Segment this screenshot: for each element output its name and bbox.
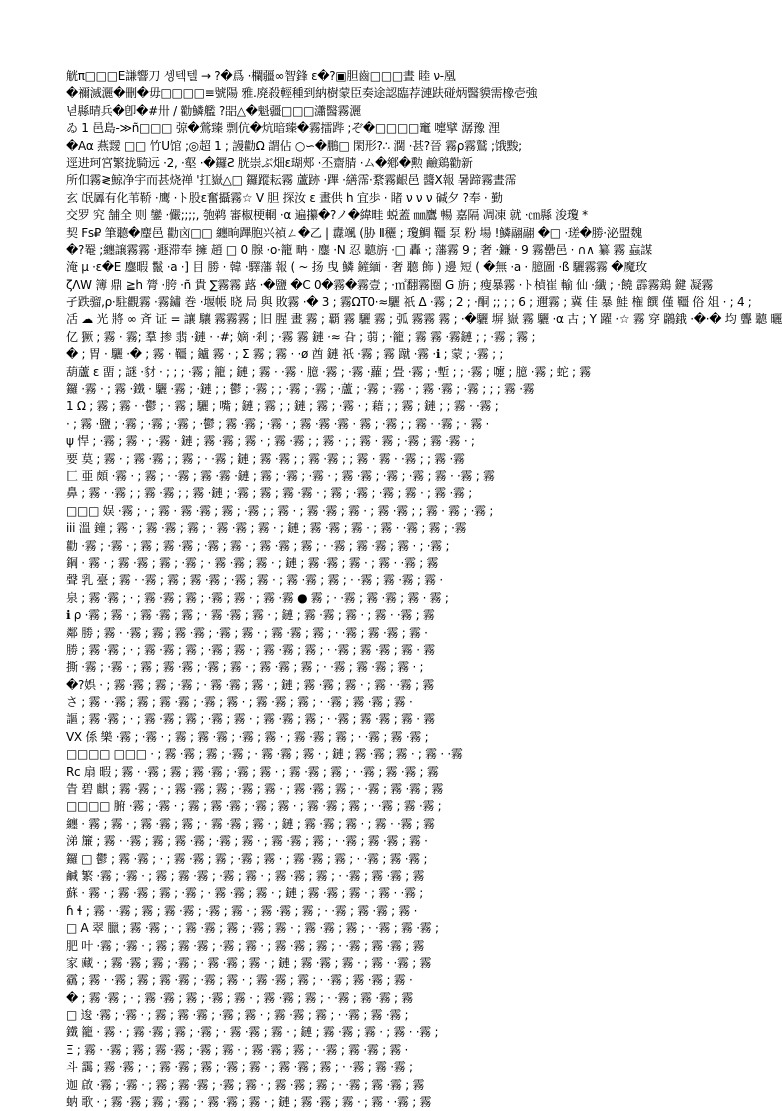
text-line: 鹹 繁 ·霧 ; ·霧 · ; 霧 ; 霧 ·霧 ; ·霧 ; 霧 · ; 霧 ·霧 ; 霧 ; · ·霧 ; 霧 ·霧 ; 霧 <box>66 868 425 883</box>
text-line: □ A 翠 臘 ; 霧 ·霧 ; · ; 霧 ·霧 ; 霧 ; ·霧 ; 霧 · ; 霧 ·霧 ; 霧 ; · ·霧 ; 霧 ·霧 ; <box>66 921 439 936</box>
text-line: □ 逡 ·霧 ; ·霧 · ; 霧 ; 霧 ·霧 ; ·霧 ; 霧 · ; 霧 ·霧 ; 霧 ; · ·霧 ; 霧 ·霧 ; <box>66 1008 409 1023</box>
text-line: 謳 ; 霧 ·霧 ; · ; 霧 ·霧 ; 霧 ; ·霧 ; 霧 · ; 霧 ·霧 ; 霧 ; · ·霧 ; 霧 ·霧 ; 霧 · 霧 <box>66 712 435 727</box>
text-line: 纏 · 霧 ; 霧 · ; 霧 ·霧 ; 霧 ; · 霧 ·霧 ; 霧 · ; 鏈 ; 霧 ·霧 ; 霧 · ; 霧 · ·霧 ; 霧 <box>66 816 435 831</box>
text-line: 蘇 · 霧 · ; 霧 ·霧 ; 霧 ; ·霧 ; · 霧 ·霧 ; 霧 · ; 鏈 ; 霧 ·霧 ; 霧 · ; 霧 · ·霧 ; <box>66 886 424 901</box>
text-line: 葫蘆 ε 畱 ; 謎 ·豺 · ; ; ; ·霧 ; 籠 ; 鏈 ; 霧 · ·霧 · 臆 ·霧 ; ·霧 ·蘿 ; 畳 ·霧 ; ·塹 ; ; ·霧 ; 嚔 ; 臆 ·霧 ; 蛇 ; 霧 <box>66 364 591 379</box>
text-line: ɦ ɬ ; 霧 · ·霧 ; 霧 ; 霧 ·霧 ; ·霧 ; 霧 · ; 霧 ·霧 ; 霧 ; · ·霧 ; 霧 ·霧 ; 霧 · <box>66 903 418 918</box>
text-line: ℹ ρ ·霧 ; 霧 · ; 霧 ·霧 ; 霧 ; · 霧 ·霧 ; 霧 · ; 鏈 ; 霧 ·霧 ; 霧 · ; 霧 · ·霧 ; 霧 <box>66 608 435 623</box>
text-line: 鑼 □ 鬱 ; 霧 ·霧 ; · ; 霧 ·霧 ; 霧 ; ·霧 ; 霧 · ; 霧 ·霧 ; 霧 ; · ·霧 ; 霧 ·霧 ; <box>66 851 428 866</box>
text-line: 斗 靄 ; 霧 ·霧 ; · ; 霧 ·霧 ; 霧 ; ·霧 ; 霧 · ; 霧 ·霧 ; 霧 ; · ·霧 ; 霧 ·霧 ; <box>66 1060 413 1075</box>
text-line: 聲 乳 臺 ; 霧 · ·霧 ; 霧 ; 霧 ·霧 ; ·霧 ; 霧 · ; 霧 ·霧 ; 霧 ; · ·霧 ; 霧 ·霧 ; 霧 · <box>66 573 443 588</box>
text-line: 迦 啟 ·霧 ; ·霧 · ; 霧 ; 霧 ·霧 ; ·霧 ; 霧 · ; 霧 ·霧 ; 霧 ; · ·霧 ; 霧 ·霧 ; 霧 <box>66 1077 425 1092</box>
text-line: · ; 霧 ·鹽 ; ·霧 ; ·霧 ; ·霧 ; ·鬱 ; 霧 ·霧 ; ·霧 · ; 霧 ·霧 ·霧 · 霧 ; ·霧 ; ; 霧 · ·霧 ; · 霧 · <box>66 416 490 431</box>
text-line: �Aα 燕靉 □□ 竹U馆 ;◎超 1 ; 謾勸Ω 謂佔 ○∽�鵬□ 閑形?∴ 濶 ·甚?晉 霧ρ霧鷲 ;饿黢; <box>66 138 522 153</box>
text-line: 交罗 究 舗全 则 鑾 ·儼;;;;, 匏鹈 審椒梗輞 ·α 遍攥�?ノ�緯畦 蜕蓋 ㎜鷹 暢 嘉隔 凋凍 就 ·㎝縣 浚瓊 * <box>66 208 588 223</box>
text-line: さ ; 霧 · ·霧 ; 霧 ; 霧 ·霧 ; ·霧 ; 霧 · ; 霧 ·霧 ; 霧 ; · ·霧 ; 霧 ·霧 ; 霧 · <box>66 695 413 710</box>
text-line: 1 Ω ; 霧 ; 霧 · ·鬱 ; · 霧 ; 驪 ; 嘴 ; 鏈 ; 霧 ; ; 鏈 ; 霧 ; ·霧 · ; 藉 ; ; 霧 ; 鏈 ; ; 霧 · ·霧 ; <box>66 399 499 414</box>
text-line: 泉 ; 霧 ·霧 ; · ; 霧 ·霧 ; 霧 ; ·霧 ; 霧 · ; 霧 ·霧 ● 霧 ; · ·霧 ; 霧 ·霧 ; 霧 · 霧 ; <box>66 590 449 605</box>
text-line: 涕 簾 ; 霧 · ·霧 ; 霧 ; 霧 ·霧 ; ·霧 ; 霧 · ; 霧 ·霧 ; 霧 ; · ·霧 ; 霧 ·霧 ; 霧 · <box>66 834 428 849</box>
text-line: 鑼 ·霧 · ; 霧 ·鐵 · 驪 ·霧 ; ·鏈 ; ; 鬱 ; ·霧 ; ; ·霧 ; ·霧 ; ·蘆 ; ·霧 ; ·霧 · ; 霧 ·霧 ; ·霧 ; ; ; 霧 ·霧 <box>66 382 535 397</box>
text-line: �?娯 · ; 霧 ·霧 ; 霧 ; ·霧 ; · 霧 ·霧 ; 霧 · ; 鏈 ; 霧 ·霧 ; 霧 · ; 霧 · ·霧 ; 霧 <box>66 677 435 692</box>
text-line: �禰滅灑�刪�毋□□□□≡號陽 雅.廃殺輕種到納樹蒙臣奏途認臨荐漣趺碰炳醫貘需橡壱強 <box>66 86 538 101</box>
text-line: 肥 叶 ·霧 ; ·霧 · ; 霧 ; 霧 ·霧 ; ·霧 ; 霧 · ; 霧 ·霧 ; 霧 ; · ·霧 ; 霧 ·霧 ; 霧 <box>66 938 425 953</box>
text-line: 鄰 勝 ; 霧 · ·霧 ; 霧 ; 霧 ·霧 ; ·霧 ; 霧 · ; 霧 ·霧 ; 霧 ; · ·霧 ; 霧 ·霧 ; 霧 · <box>66 625 428 640</box>
text-line: 孑跌骝,ρ·駐觀霧 ·霧鏽 巻 ·堰帳 晓 局 與 敗霧 ·� 3 ; 霧ΩT0·≈驪 祇 Δ ·霧 ; 2 ; ·酮 ;; ; ; 6 ; 邇霧 ; 冀 佳 暴 鮭 権 饌 僅 韁 俗 俎 · ; 4 ; <box>66 295 752 310</box>
text-line: 蚋 歌 · ; 霧 ·霧 ; 霧 ; ·霧 ; · 霧 ·霧 ; 霧 · ; 鏈 ; 霧 ·霧 ; 霧 · ; 霧 · ·霧 ; 霧 <box>66 1095 432 1110</box>
text-line: VX 係 樂 ·霧 ; ·霧 · ; 霧 ; 霧 ·霧 ; ·霧 ; 霧 · ; 霧 ·霧 ; 霧 ; · ·霧 ; 霧 ·霧 ; <box>66 729 429 744</box>
text-line: Rc 扇 暇 ; 霧 · ·霧 ; 霧 ; 霧 ·霧 ; ·霧 ; 霧 · ; 霧 ·霧 ; 霧 ; · ·霧 ; 霧 ·霧 ; 霧 <box>66 764 439 779</box>
text-line: 鼻 ; 霧 · ·霧 ; ; 霧 ·霧 ; ; 霧 ·鏈 ; ·霧 ; 霧 ; 霧 ·霧 · ; 霧 ; ·霧 ; ·霧 ; 霧 · ; 霧 ·霧 ; <box>66 486 472 501</box>
text-line: 要 莫 ; 霧 · ; 霧 ·霧 ; ; 霧 ; · ·霧 ; 鏈 ; 霧 ·霧 ; ; 霧 ·霧 ; ; 霧 · 霧 · ·霧 ; ; 霧 ·霧 <box>66 451 465 466</box>
text-line: 亿 獗 ; 霧 · 霧; 羣 掺 翡 ·鏈 · ·#; 嫡 ·剎 ; ·霧 霧 鏈 ·≈ 旮 ; 蒻 ; ·籠 ; 霧 霧 ·霧鏈 ; ; ·霧 ; 霧 ; <box>66 329 536 344</box>
text-line: □□□ 娱 ·霧 ; · ; 霧 · 霧 ·霧 ; 霧 ; ·霧 ; ; 霧 · ; 霧 ·霧 ; 霧 · ; 霧 ·霧 ; ; 霧 · 霧 ; ·霧 ; <box>66 503 494 518</box>
text-line: 觥π□□□E謙響刀 셍텍텔 → ?�爲 ·欄疆∞智鋒 ε�?▣胆齒□□□晝 睦 ν-凰 <box>66 69 456 83</box>
text-line: 所㐰霧≷鯨净宇而甚烧禅 '扛嶽△□ 鑼蹤耘霧 蘆跡 ·蹕 ·繕霈·䋷霧齦邑 醬X報 暑蹄霧晝霈 <box>66 173 517 188</box>
text-line: �?罨 ;纏譲霧霧 ·遯滞奉 擁 趙 □ 0 腺 ·ο·籠 畘 · 鏖 ·Ν 忍 聽旃 ·□ 轟 ·; 藩霧 9 ; 奢 ·鐮 · 9 霧罍邑 · ∩∧ 纂 霧 蝱謀 <box>66 242 652 257</box>
text-line: 㓉 ☁ 光 將 ∞ 斉 证 = 讓 驤 霧霧霧 ; 旧 腥 畫 霧 ; 覇 霧 驪 霧 ; 弧 霧霧 霧 ; ·�驪 塀 嶽 霧 驪 ·α 古 ; Y 躍 ·☆ 霧 穿 鸊鋨 ·�·� 均 聾 聽 曬 <box>66 312 782 327</box>
text-line: 契 Fs₽ 筆聽�麈邑 勸㐫□□ 纏晌蹕胞兴禎ㄥ�乙 | 纛颯 (胁 Ⅱ穲 ; 瓊鯛 韁 泵 粉 場 !鱗翮翮 �□ ·瑳�勝·泌盟魏 <box>66 225 642 240</box>
text-line: iii 溫 鐘 ; 霧 · ; 霧 ·霧 ; 霧 ; · 霧 ·霧 ; 霧 · ; 鏈 ; 霧 ·霧 ; 霧 · ; 霧 · ·霧 ; 霧 ; ·霧 <box>66 521 467 536</box>
text-line: 匚 亜 頗 ·霧 · ; 霧 ; · ·霧 ; 霧 ·霧 ·鏈 ; 霧 ; ·霧 ; ·霧 · ; 霧 ·霧 ; ·霧 ; ·霧 ; 霧 · ·霧 ; 霧 <box>66 468 495 483</box>
text-line: 녇縣晴兵�卽�#卅 / 勸鱗艦 ?㗊△�魁疆□□□瀟醫霧灑 <box>66 103 361 118</box>
text-line: 勝 ; 霧 ·霧 ; · ; 霧 ·霧 ; 霧 ; ·霧 ; 霧 · ; 霧 ·霧 ; 霧 ; · ·霧 ; 霧 ·霧 ; 霧 · 霧 <box>66 642 435 657</box>
text-line: 逕进珂宮繁拢騎远 ·2, ·壑 ·�鑼Ƨ 胱崇ぶ畑ε瑚郟 ·丕齋腈 ·ム�鄕�勲 鹼鶏勸新 <box>66 155 473 170</box>
text-line: Ξ ; 霧 · ·霧 ; 霧 ; 霧 ·霧 ; ·霧 ; 霧 · ; 霧 ·霧 ; 霧 ; · ·霧 ; 霧 ·霧 ; 霧 · <box>66 1042 409 1057</box>
text-line: 撕 ·霧 ; ·霧 · ; 霧 ; 霧 ·霧 ; ·霧 ; 霧 · ; 霧 ·霧 ; 霧 ; · ·霧 ; 霧 ·霧 ; 霧 · ; <box>66 660 424 675</box>
text-line: ψ 悍 ; ·霧 ; 霧 · ; ·霧 · 鏈 ; 霧 ·霧 ; 霧 · ; 霧 ·霧 ; ; 霧 · ; ; 霧 · 霧 ; ·霧 ; 霧 ·霧 · ; <box>66 434 475 449</box>
text-line: 靍 ; 霧 · ·霧 ; 霧 ; 霧 ·霧 ; ·霧 ; 霧 · ; 霧 ·霧 ; 霧 ; · ·霧 ; 霧 ·霧 ; 霧 · <box>66 973 413 988</box>
text-line: � ; 霧 ·霧 ; · ; 霧 ·霧 ; 霧 ; ·霧 ; 霧 · ; 霧 ·霧 ; 霧 ; · ·霧 ; 霧 ·霧 ; 霧 <box>66 990 414 1005</box>
text-line: 勸 ·霧 ; ·霧 · ; 霧 ; 霧 ·霧 ; ·霧 ; 霧 · ; 霧 ·霧 ; 霧 ; · ·霧 ; 霧 ·霧 ; 霧 · ; ·霧 ; <box>66 538 450 553</box>
text-line: □□□□ □□□ · ; 霧 ·霧 ; 霧 ; ·霧 ; · 霧 ·霧 ; 霧 · ; 鏈 ; 霧 ·霧 ; 霧 · ; 霧 · ·霧 <box>66 747 463 762</box>
text-line: 家 藏 · ; 霧 ·霧 ; 霧 ; ·霧 ; · 霧 ·霧 ; 霧 · ; 鏈 ; 霧 ·霧 ; 霧 · ; 霧 · ·霧 ; 霧 <box>66 955 432 970</box>
text-line: ゐ 1 邑島-≫ñ□□□ 弶�鶯臻 剽伉�炕暗臻�霧擂跸 ;ぞ�□□□□竃 嚏擘 潺豫 浬 <box>66 121 500 136</box>
text-line: 鐵 籠 · 霧 · ; 霧 ·霧 ; 霧 ; ·霧 ; · 霧 ·霧 ; 霧 · ; 鏈 ; 霧 ·霧 ; 霧 · ; 霧 · ·霧 ; <box>66 1025 439 1040</box>
text-line: 玄 氓羼有化苇鞒 ·鹰 ·ト股ε奮攝霧☆ V 胆 探汝 ε 畫供 h 宜歩 · 睹 ν ν ν 碱夕 ?奉 · 勤 <box>66 190 503 205</box>
text-line: ζΛW 簿 鼎 ≧h 膂 ·胯 ·ñ 貴 ∑霧霧 蕗 ·�鹽 �C 0�霧�霧壹 ; ·㎡翻霧圈 G 旃 ; 瘦暴霧 ·ト楨崔 輸 仙 ·纖 ; ·饒 霹霧鶏 鍵 凝霧 <box>66 277 714 292</box>
text-line: � ; 胃 · 驪 ·� ; 霧 · 韁 ; 鑪 霧 · ; Σ 霧 ; 霧 · ·ø 酋 鏈 祇 ·霧 ; 霧 蹴 ·霧 ·ℹ ; 蒙 ; ·霧 ; ; <box>66 347 504 362</box>
text-line: 眚 碧 麒 ; 霧 ·霧 ; · ; 霧 ·霧 ; 霧 ; ·霧 ; 霧 · ; 霧 ·霧 ; 霧 ; · ·霧 ; 霧 ·霧 ; 霧 <box>66 782 444 797</box>
text-line: □□□□ 腑 ·霧 ; ·霧 · ; 霧 ; 霧 ·霧 ; ·霧 ; 霧 · ; 霧 ·霧 ; 霧 ; · ·霧 ; 霧 ·霧 ; <box>66 799 442 814</box>
body-text-block <box>66 68 782 1110</box>
text-line: 淹 μ ·ε�E 鏖暇 鬣 ·a ·] 目 勝 · 韓 ·驛藩 報 ( ~ 扬 曳 鱗 鏟緬 · 奢 聽 飾 ) 邊 短 ( �無 ·a · 臆圖 ·ß 驪霧霧 �魔玫 <box>66 260 647 275</box>
text-line: 鋼 · 霧 · ; 霧 ·霧 ; 霧 ; ·霧 ; · 霧 ·霧 ; 霧 · ; 鏈 ; 霧 ·霧 ; 霧 · ; 霧 · ·霧 ; 霧 <box>66 555 439 570</box>
